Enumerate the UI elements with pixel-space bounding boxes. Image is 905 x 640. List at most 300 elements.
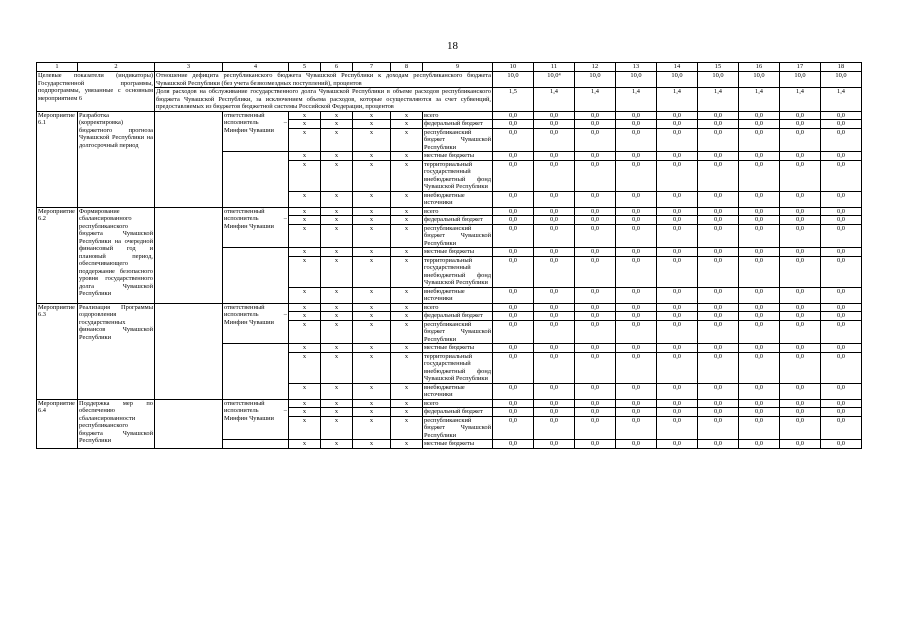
code-x-mark: x <box>321 408 353 417</box>
funding-source: всего <box>423 207 493 216</box>
funding-value: 0,0 <box>698 152 739 161</box>
code-x-mark: x <box>321 256 353 287</box>
funding-value: 0,0 <box>534 128 575 152</box>
funding-source: республиканский бюджет Чувашской Республики <box>424 320 491 343</box>
funding-value: 0,0 <box>821 224 862 248</box>
code-x-mark: x <box>353 312 391 321</box>
code-x-mark: x <box>321 320 353 344</box>
funding-value: 0,0 <box>657 152 698 161</box>
code-x-mark: x <box>391 152 423 161</box>
code-x-mark: x <box>391 399 423 408</box>
page-number: 18 <box>447 40 458 52</box>
responsible-empty-cell <box>223 152 289 208</box>
funding-value: 0,0 <box>657 440 698 449</box>
code-x-mark: x <box>289 191 321 207</box>
funding-source: республиканский бюджет Чувашской Республики <box>424 224 491 247</box>
code-x-mark: x <box>391 224 423 248</box>
code-x-mark: x <box>321 152 353 161</box>
responsible-empty-cell <box>223 440 289 449</box>
funding-value: 0,0 <box>534 120 575 129</box>
funding-value: 0,0 <box>698 344 739 353</box>
code-x-mark: x <box>289 440 321 449</box>
funding-value: 0,0 <box>616 224 657 248</box>
funding-value: 0,0 <box>616 344 657 353</box>
funding-value: 0,0 <box>698 111 739 120</box>
funding-value: 0,0 <box>821 111 862 120</box>
code-x-mark: x <box>391 440 423 449</box>
funding-source: федеральный бюджет <box>423 408 493 417</box>
funding-value: 0,0 <box>698 320 739 344</box>
target-value: 10,0⁴ <box>534 72 575 88</box>
funding-row <box>37 111 862 120</box>
target-value: 10,0 <box>493 72 534 88</box>
funding-source: внебюджетные источники <box>423 383 493 399</box>
funding-value: 0,0 <box>575 191 616 207</box>
funding-value: 0,0 <box>616 256 657 287</box>
funding-value: 0,0 <box>657 160 698 191</box>
funding-value: 0,0 <box>657 303 698 312</box>
code-x-mark: x <box>321 440 353 449</box>
funding-source: федеральный бюджет <box>423 312 493 321</box>
funding-value: 0,0 <box>739 256 780 287</box>
code-x-mark: x <box>391 383 423 399</box>
funding-value: 0,0 <box>739 191 780 207</box>
code-x-mark: x <box>321 383 353 399</box>
funding-value: 0,0 <box>780 416 821 440</box>
target-value: 1,4 <box>780 88 821 112</box>
funding-value: 0,0 <box>821 344 862 353</box>
funding-value: 0,0 <box>534 216 575 225</box>
measure-name: Формирование сбалансированного республиканского бюджета Чувашской Республики на очередной финансовый год и плановый период, обеспечивающего поддержание безопасного уровня государственного долга Чувашской Республики <box>78 207 155 303</box>
funding-value: 0,0 <box>821 160 862 191</box>
funding-source: территориальный государственный внебюджетный фонд Чувашской Республики <box>424 256 491 286</box>
funding-value: 0,0 <box>534 256 575 287</box>
funding-source: территориальный государственный внебюджетный фонд Чувашской Республики <box>424 352 491 382</box>
funding-value: 0,0 <box>575 399 616 408</box>
column-number: 14 <box>657 63 698 72</box>
funding-source: всего <box>423 111 493 120</box>
funding-value: 0,0 <box>821 248 862 257</box>
funding-value: 0,0 <box>534 160 575 191</box>
funding-value: 0,0 <box>493 352 534 383</box>
funding-value: 0,0 <box>821 312 862 321</box>
column-number: 2 <box>78 63 155 72</box>
funding-value: 0,0 <box>575 416 616 440</box>
code-x-mark: x <box>289 344 321 353</box>
funding-value: 0,0 <box>534 408 575 417</box>
funding-value: 0,0 <box>575 383 616 399</box>
funding-value: 0,0 <box>739 440 780 449</box>
funding-value: 0,0 <box>821 256 862 287</box>
funding-value: 0,0 <box>616 399 657 408</box>
funding-value: 0,0 <box>739 224 780 248</box>
column-number: 11 <box>534 63 575 72</box>
code-x-mark: x <box>391 312 423 321</box>
code-x-mark: x <box>321 216 353 225</box>
funding-value: 0,0 <box>575 352 616 383</box>
funding-value: 0,0 <box>739 416 780 440</box>
funding-value: 0,0 <box>821 191 862 207</box>
funding-value: 0,0 <box>657 408 698 417</box>
funding-value: 0,0 <box>493 152 534 161</box>
column-number: 7 <box>353 63 391 72</box>
funding-value: 0,0 <box>616 160 657 191</box>
funding-value: 0,0 <box>575 320 616 344</box>
funding-value: 0,0 <box>575 216 616 225</box>
target-value: 10,0 <box>657 72 698 88</box>
funding-value: 0,0 <box>698 312 739 321</box>
target-value: 10,0 <box>739 72 780 88</box>
responsible-cell: ответственный исполнитель – Минфин Чувашии <box>223 399 289 440</box>
code-x-mark: x <box>289 399 321 408</box>
funding-value: 0,0 <box>780 344 821 353</box>
funding-value: 0,0 <box>493 120 534 129</box>
funding-value: 0,0 <box>657 248 698 257</box>
funding-value: 0,0 <box>698 248 739 257</box>
funding-value: 0,0 <box>534 191 575 207</box>
measure-name: Разработка (корректировка) бюджетного прогноза Чувашской Республики на долгосрочный период <box>78 111 155 207</box>
funding-value: 0,0 <box>780 312 821 321</box>
funding-value: 0,0 <box>821 320 862 344</box>
funding-value: 0,0 <box>493 287 534 303</box>
funding-value: 0,0 <box>698 383 739 399</box>
funding-value: 0,0 <box>575 128 616 152</box>
funding-value: 0,0 <box>698 128 739 152</box>
funding-value: 0,0 <box>657 120 698 129</box>
funding-value: 0,0 <box>616 128 657 152</box>
code-x-mark: x <box>353 303 391 312</box>
funding-value: 0,0 <box>780 440 821 449</box>
column-number: 9 <box>423 63 493 72</box>
funding-value: 0,0 <box>698 287 739 303</box>
code-x-mark: x <box>289 224 321 248</box>
code-x-mark: x <box>391 120 423 129</box>
code-x-mark: x <box>321 224 353 248</box>
funding-value: 0,0 <box>657 256 698 287</box>
funding-value: 0,0 <box>821 416 862 440</box>
funding-row <box>37 399 862 408</box>
target-value: 1,4 <box>575 88 616 112</box>
funding-value: 0,0 <box>739 344 780 353</box>
code-x-mark: x <box>391 408 423 417</box>
code-x-mark: x <box>353 191 391 207</box>
target-value: 1,4 <box>657 88 698 112</box>
funding-value: 0,0 <box>616 352 657 383</box>
code-x-mark: x <box>353 207 391 216</box>
funding-value: 0,0 <box>821 352 862 383</box>
target-value: 1,4 <box>821 88 862 112</box>
measure-label: Мероприятие 6.3 <box>37 303 78 399</box>
code-x-mark: x <box>391 216 423 225</box>
code-x-mark: x <box>289 408 321 417</box>
funding-value: 0,0 <box>575 440 616 449</box>
funding-value: 0,0 <box>575 152 616 161</box>
funding-value: 0,0 <box>493 344 534 353</box>
code-x-mark: x <box>289 312 321 321</box>
funding-value: 0,0 <box>739 303 780 312</box>
funding-source: внебюджетные источники <box>423 191 493 207</box>
target-value: 1,4 <box>616 88 657 112</box>
funding-value: 0,0 <box>739 128 780 152</box>
funding-value: 0,0 <box>780 248 821 257</box>
code-x-mark: x <box>289 248 321 257</box>
funding-value: 0,0 <box>821 440 862 449</box>
funding-value: 0,0 <box>780 399 821 408</box>
code-x-mark: x <box>321 344 353 353</box>
code-x-mark: x <box>353 248 391 257</box>
funding-value: 0,0 <box>821 303 862 312</box>
funding-value: 0,0 <box>739 207 780 216</box>
funding-source: федеральный бюджет <box>423 120 493 129</box>
code-x-mark: x <box>391 303 423 312</box>
code-x-mark: x <box>391 207 423 216</box>
funding-value: 0,0 <box>493 216 534 225</box>
code-x-mark: x <box>289 320 321 344</box>
target-row <box>37 88 862 112</box>
funding-value: 0,0 <box>616 287 657 303</box>
funding-value: 0,0 <box>616 416 657 440</box>
funding-value: 0,0 <box>616 152 657 161</box>
funding-value: 0,0 <box>698 120 739 129</box>
funding-value: 0,0 <box>493 408 534 417</box>
column-number: 18 <box>821 63 862 72</box>
measure-empty-cell <box>155 111 223 207</box>
funding-value: 0,0 <box>534 152 575 161</box>
funding-value: 0,0 <box>657 344 698 353</box>
funding-value: 0,0 <box>657 224 698 248</box>
funding-value: 0,0 <box>821 207 862 216</box>
funding-value: 0,0 <box>780 256 821 287</box>
funding-value: 0,0 <box>534 287 575 303</box>
code-x-mark: x <box>353 440 391 449</box>
funding-value: 0,0 <box>575 287 616 303</box>
funding-value: 0,0 <box>534 399 575 408</box>
funding-value: 0,0 <box>698 207 739 216</box>
code-x-mark: x <box>391 160 423 191</box>
column-number-row <box>37 63 862 72</box>
funding-value: 0,0 <box>821 120 862 129</box>
measure-empty-cell <box>155 207 223 303</box>
funding-value: 0,0 <box>575 207 616 216</box>
funding-source: территориальный государственный внебюджетный фонд Чувашской Республики <box>424 160 491 190</box>
funding-value: 0,0 <box>575 224 616 248</box>
code-x-mark: x <box>353 256 391 287</box>
code-x-mark: x <box>289 128 321 152</box>
funding-value: 0,0 <box>780 320 821 344</box>
code-x-mark: x <box>353 128 391 152</box>
code-x-mark: x <box>391 248 423 257</box>
code-x-mark: x <box>391 128 423 152</box>
funding-value: 0,0 <box>821 287 862 303</box>
column-number: 8 <box>391 63 423 72</box>
funding-value: 0,0 <box>575 408 616 417</box>
targets-label: Целевые показатели (индикаторы) Государственной программы, подпрограммы, увязанные с основным мероприятием 6 <box>37 72 155 112</box>
funding-value: 0,0 <box>493 207 534 216</box>
funding-source: местные бюджеты <box>423 440 493 449</box>
funding-value: 0,0 <box>493 383 534 399</box>
funding-value: 0,0 <box>739 152 780 161</box>
funding-value: 0,0 <box>657 191 698 207</box>
funding-value: 0,0 <box>575 248 616 257</box>
funding-value: 0,0 <box>780 383 821 399</box>
column-number: 17 <box>780 63 821 72</box>
code-x-mark: x <box>289 287 321 303</box>
funding-value: 0,0 <box>739 160 780 191</box>
column-number: 5 <box>289 63 321 72</box>
funding-source: местные бюджеты <box>423 344 493 353</box>
funding-value: 0,0 <box>616 408 657 417</box>
code-x-mark: x <box>353 352 391 383</box>
funding-value: 0,0 <box>657 399 698 408</box>
funding-value: 0,0 <box>821 383 862 399</box>
code-x-mark: x <box>391 352 423 383</box>
funding-value: 0,0 <box>821 128 862 152</box>
funding-value: 0,0 <box>780 216 821 225</box>
funding-value: 0,0 <box>657 216 698 225</box>
code-x-mark: x <box>321 120 353 129</box>
funding-value: 0,0 <box>780 160 821 191</box>
funding-value: 0,0 <box>698 408 739 417</box>
funding-value: 0,0 <box>534 111 575 120</box>
funding-value: 0,0 <box>657 312 698 321</box>
funding-value: 0,0 <box>534 440 575 449</box>
code-x-mark: x <box>289 303 321 312</box>
funding-value: 0,0 <box>657 128 698 152</box>
responsible-empty-cell <box>223 248 289 304</box>
funding-value: 0,0 <box>534 303 575 312</box>
funding-value: 0,0 <box>821 399 862 408</box>
code-x-mark: x <box>353 287 391 303</box>
funding-value: 0,0 <box>780 303 821 312</box>
funding-value: 0,0 <box>739 352 780 383</box>
funding-value: 0,0 <box>739 111 780 120</box>
program-table <box>36 62 862 449</box>
funding-value: 0,0 <box>780 224 821 248</box>
funding-value: 0,0 <box>493 312 534 321</box>
code-x-mark: x <box>353 383 391 399</box>
code-x-mark: x <box>289 152 321 161</box>
funding-source: всего <box>423 399 493 408</box>
code-x-mark: x <box>289 416 321 440</box>
code-x-mark: x <box>391 416 423 440</box>
funding-value: 0,0 <box>493 416 534 440</box>
funding-value: 0,0 <box>575 160 616 191</box>
funding-value: 0,0 <box>780 287 821 303</box>
funding-value: 0,0 <box>616 120 657 129</box>
code-x-mark: x <box>391 111 423 120</box>
funding-value: 0,0 <box>739 120 780 129</box>
funding-value: 0,0 <box>657 111 698 120</box>
code-x-mark: x <box>289 352 321 383</box>
code-x-mark: x <box>289 120 321 129</box>
measure-label: Мероприятие 6.2 <box>37 207 78 303</box>
code-x-mark: x <box>289 256 321 287</box>
funding-value: 0,0 <box>698 399 739 408</box>
column-number: 13 <box>616 63 657 72</box>
target-value: 10,0 <box>780 72 821 88</box>
measure-label: Мероприятие 6.4 <box>37 399 78 448</box>
funding-value: 0,0 <box>698 416 739 440</box>
code-x-mark: x <box>353 224 391 248</box>
target-value: 10,0 <box>821 72 862 88</box>
funding-value: 0,0 <box>616 303 657 312</box>
code-x-mark: x <box>289 383 321 399</box>
funding-value: 0,0 <box>780 152 821 161</box>
funding-value: 0,0 <box>739 248 780 257</box>
funding-value: 0,0 <box>493 111 534 120</box>
funding-value: 0,0 <box>534 320 575 344</box>
code-x-mark: x <box>391 256 423 287</box>
code-x-mark: x <box>321 303 353 312</box>
funding-value: 0,0 <box>493 128 534 152</box>
funding-value: 0,0 <box>698 216 739 225</box>
funding-value: 0,0 <box>657 383 698 399</box>
funding-value: 0,0 <box>821 216 862 225</box>
column-number: 1 <box>37 63 78 72</box>
code-x-mark: x <box>289 207 321 216</box>
code-x-mark: x <box>353 152 391 161</box>
responsible-empty-cell <box>223 344 289 400</box>
funding-value: 0,0 <box>534 416 575 440</box>
funding-value: 0,0 <box>739 399 780 408</box>
funding-value: 0,0 <box>616 383 657 399</box>
funding-value: 0,0 <box>780 352 821 383</box>
column-number: 12 <box>575 63 616 72</box>
funding-value: 0,0 <box>616 207 657 216</box>
responsible-cell: ответственный исполнитель – Минфин Чувашии <box>223 207 289 248</box>
code-x-mark: x <box>353 120 391 129</box>
measure-name: Поддержка мер по обеспечению сбалансированности республиканского бюджета Чувашской Республики <box>78 399 155 448</box>
funding-value: 0,0 <box>739 312 780 321</box>
funding-value: 0,0 <box>493 248 534 257</box>
funding-value: 0,0 <box>780 128 821 152</box>
funding-value: 0,0 <box>575 303 616 312</box>
code-x-mark: x <box>353 111 391 120</box>
funding-source: федеральный бюджет <box>423 216 493 225</box>
column-number: 16 <box>739 63 780 72</box>
column-number: 15 <box>698 63 739 72</box>
code-x-mark: x <box>321 111 353 120</box>
code-x-mark: x <box>353 216 391 225</box>
column-number: 4 <box>223 63 289 72</box>
measure-empty-cell <box>155 399 223 448</box>
funding-value: 0,0 <box>575 256 616 287</box>
code-x-mark: x <box>353 344 391 353</box>
funding-value: 0,0 <box>657 287 698 303</box>
measure-name: Реализация Программы оздоровления государственных финансов Чувашской Республики <box>78 303 155 399</box>
funding-value: 0,0 <box>493 399 534 408</box>
target-value: 1,4 <box>739 88 780 112</box>
funding-value: 0,0 <box>739 287 780 303</box>
target-value: 1,5 <box>493 88 534 112</box>
funding-value: 0,0 <box>616 111 657 120</box>
funding-value: 0,0 <box>575 312 616 321</box>
funding-value: 0,0 <box>534 207 575 216</box>
code-x-mark: x <box>321 207 353 216</box>
code-x-mark: x <box>321 128 353 152</box>
funding-value: 0,0 <box>616 320 657 344</box>
funding-row <box>37 207 862 216</box>
funding-value: 0,0 <box>575 111 616 120</box>
funding-value: 0,0 <box>780 111 821 120</box>
column-number: 10 <box>493 63 534 72</box>
column-number: 3 <box>155 63 223 72</box>
funding-value: 0,0 <box>534 344 575 353</box>
funding-value: 0,0 <box>493 191 534 207</box>
funding-value: 0,0 <box>616 216 657 225</box>
code-x-mark: x <box>321 248 353 257</box>
responsible-cell: ответственный исполнитель – Минфин Чувашии <box>223 111 289 152</box>
